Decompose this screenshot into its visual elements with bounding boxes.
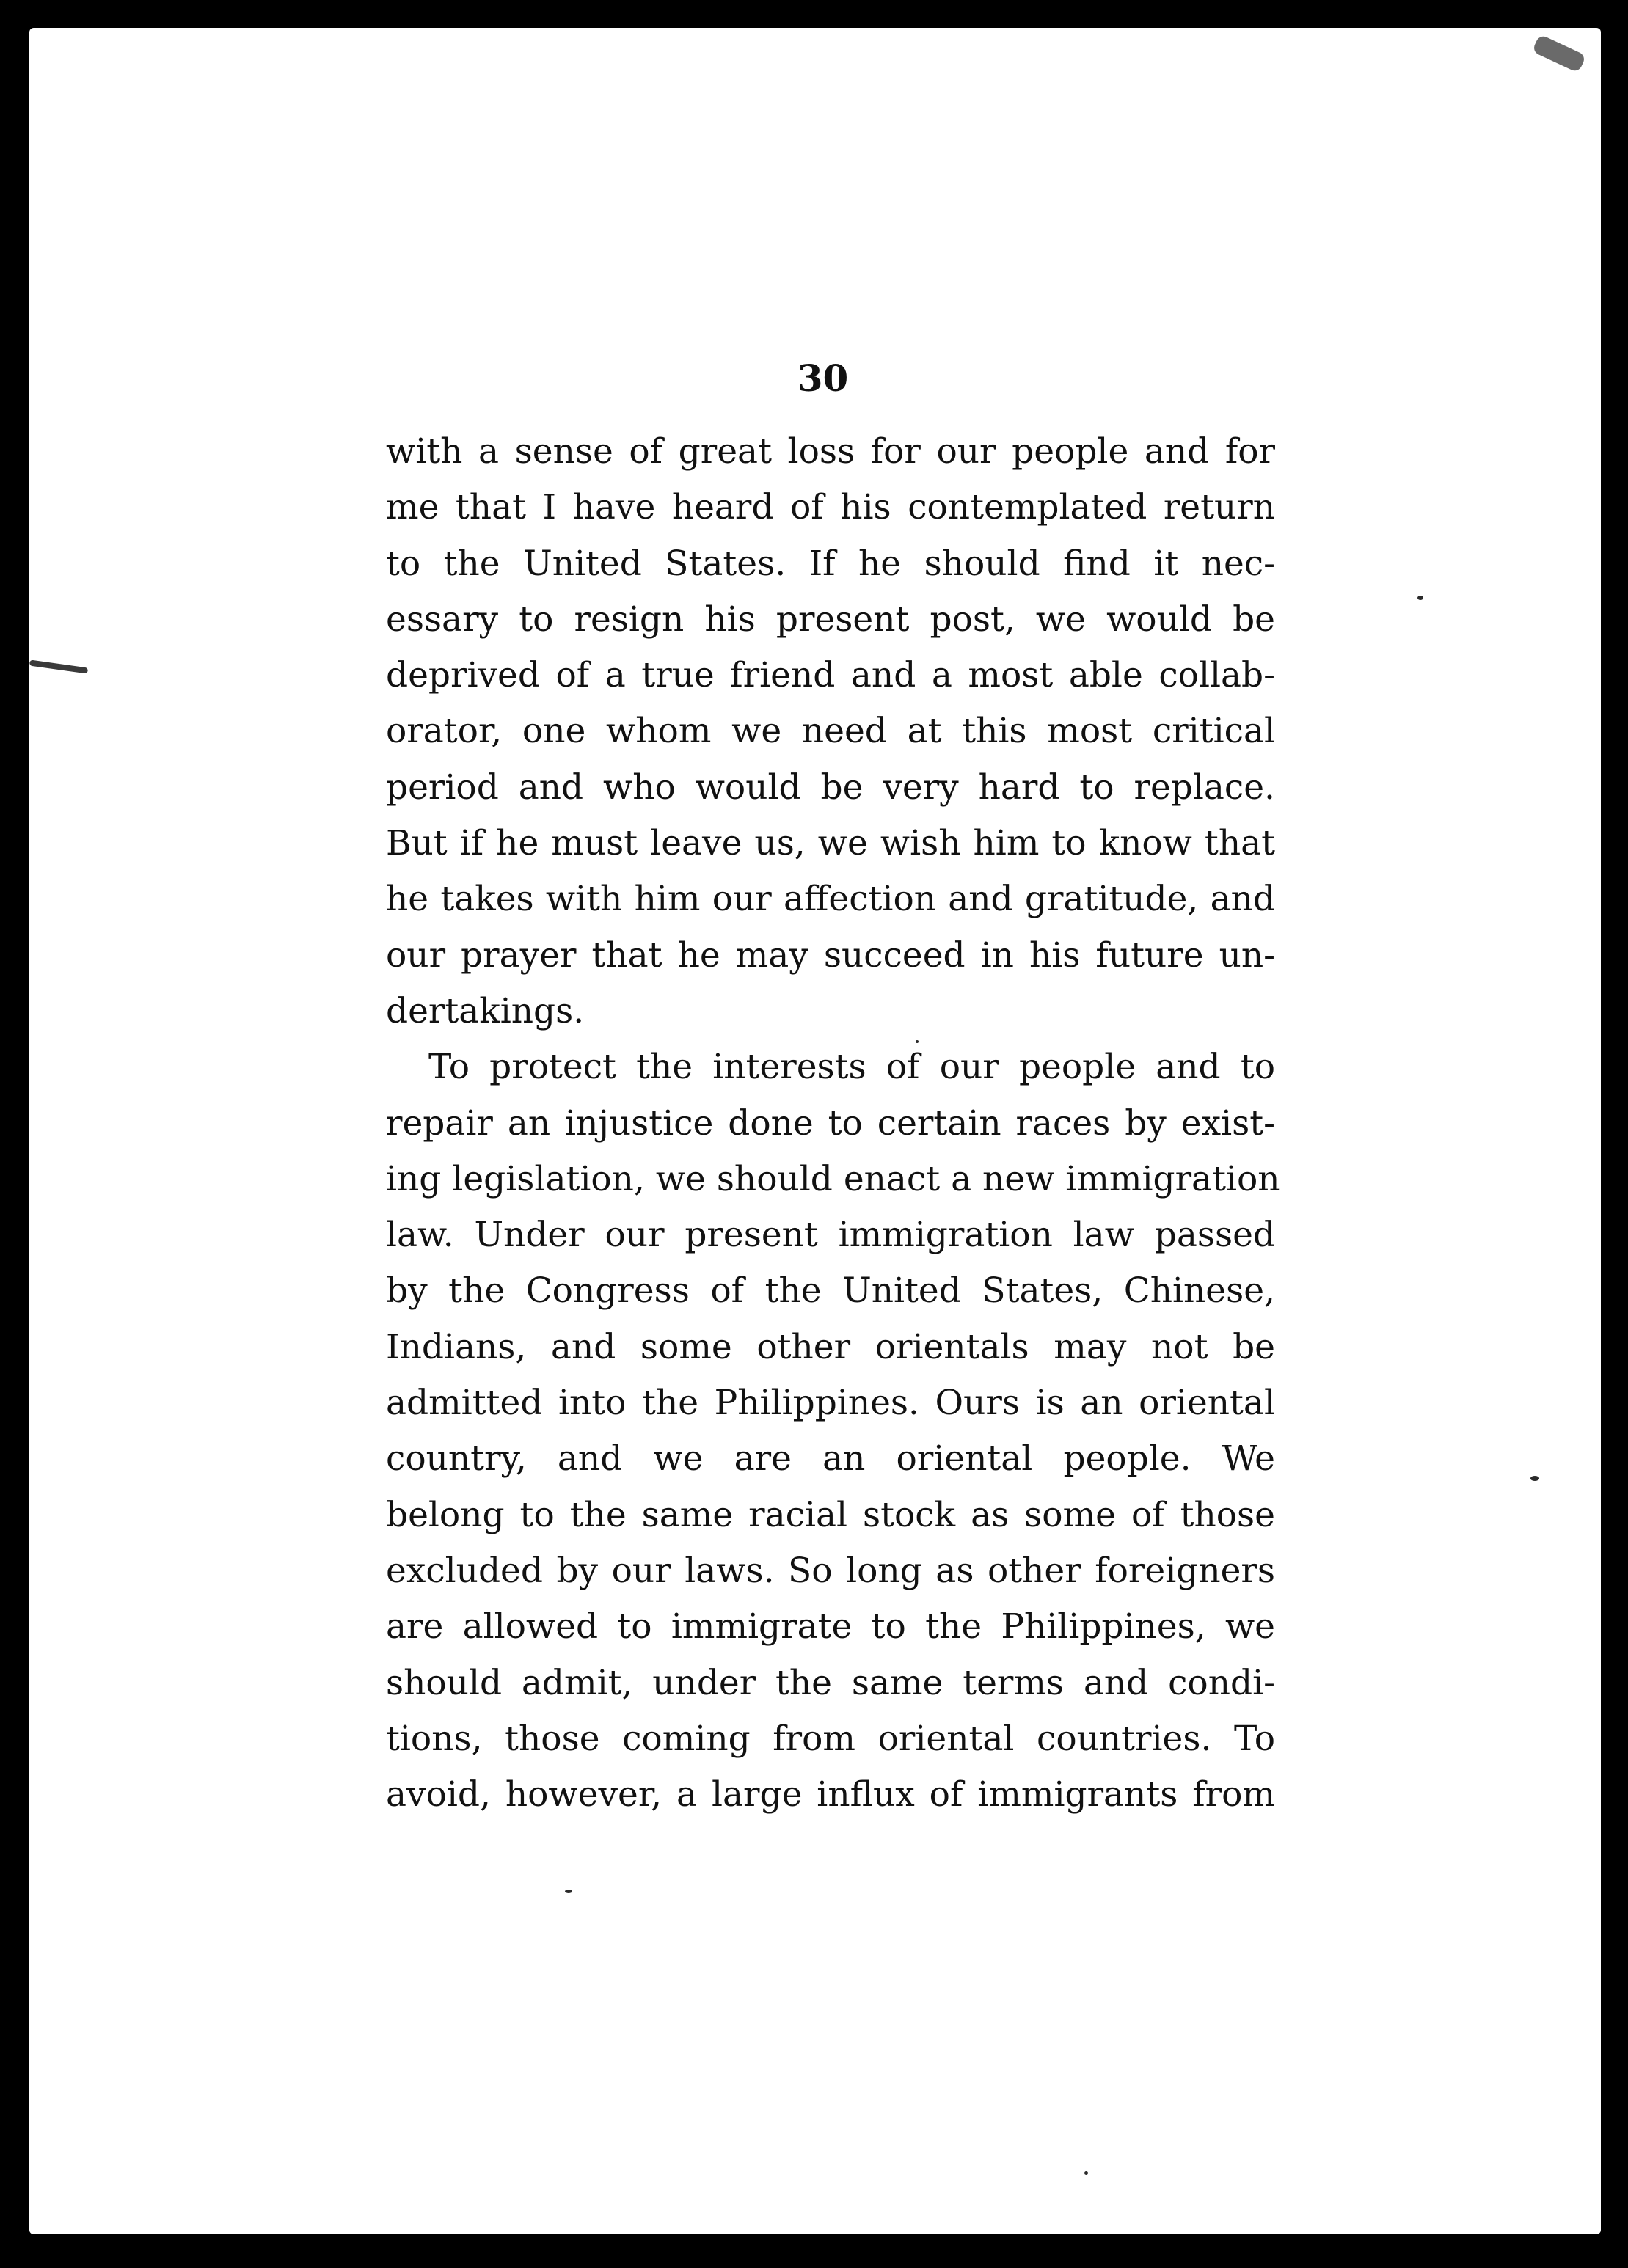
text-line: our prayer that he may succeed in his future un-	[386, 934, 1275, 976]
text-line: excluded by our laws. So long as other foreigners	[386, 1550, 1275, 1591]
paragraph	[386, 1039, 1280, 1823]
text-line: To protect the interests of our people and to	[428, 1047, 1275, 1088]
scan-speck	[1530, 1476, 1539, 1481]
text-line: by the Congress of the United States, Chinese,	[386, 1270, 1275, 1312]
text-line: law. Under our present immigration law passed	[386, 1215, 1275, 1256]
paragraph	[386, 424, 1275, 1039]
text-line: should admit, under the same terms and condi-	[386, 1662, 1275, 1703]
text-line: But if he must leave us, we wish him to know that	[386, 823, 1275, 864]
scan-speck	[565, 1890, 572, 1893]
text-line: repair an injustice done to certain races by exist-	[386, 1102, 1275, 1144]
scan-speck	[1084, 2171, 1088, 2175]
text-line: dertakings.	[386, 990, 585, 1031]
page-number: 30	[797, 356, 849, 400]
text-line: Indians, and some other orientals may not be	[386, 1326, 1275, 1367]
text-line: country, and we are an oriental people. We	[386, 1438, 1275, 1479]
text-line: orator, one whom we need at this most critical	[386, 711, 1275, 752]
text-line: ing legislation, we should enact a new immigration	[386, 1158, 1280, 1199]
body-text	[386, 424, 1280, 1823]
text-line: to the United States. If he should find it nec-	[386, 543, 1275, 584]
scan-speck	[1417, 596, 1423, 600]
text-line: belong to the same racial stock as some of those	[386, 1494, 1275, 1535]
text-line: me that I have heard of his contemplated return	[386, 487, 1275, 528]
text-line: period and who would be very hard to replace.	[386, 767, 1275, 808]
text-line: he takes with him our affection and gratitude, and	[386, 879, 1275, 920]
text-line: essary to resign his present post, we would be	[386, 599, 1275, 640]
text-line: deprived of a true friend and a most able collab-	[386, 655, 1275, 696]
text-line: avoid, however, a large influx of immigrants from	[386, 1774, 1275, 1815]
text-line: admitted into the Philippines. Ours is an oriental	[386, 1383, 1275, 1424]
text-line: tions, those coming from oriental countries. To	[386, 1718, 1275, 1759]
text-line: with a sense of great loss for our people and for	[386, 431, 1275, 472]
text-line: are allowed to immigrate to the Philippines, we	[386, 1606, 1275, 1647]
